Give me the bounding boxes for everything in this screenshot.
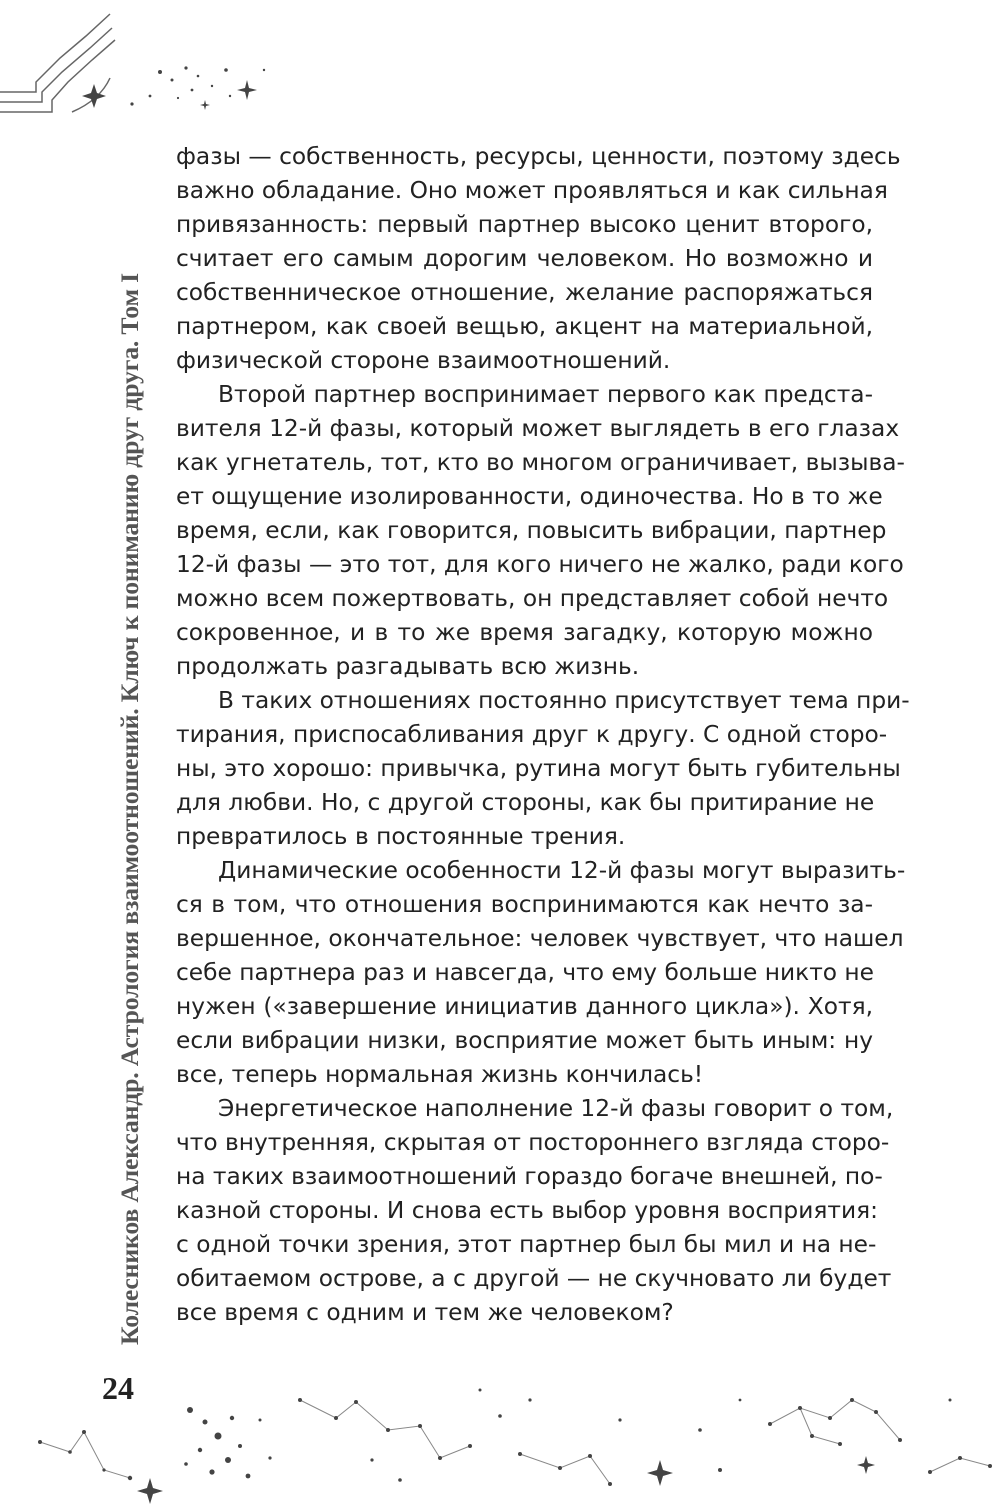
sparkle-icon: [200, 100, 210, 110]
running-head: Колесников Александр. Астрология взаимоотношений. Ключ к пониманию друг друга. Том I: [115, 273, 144, 1345]
text-line: нужен («завершение инициатив данного цикла»). Хотя,: [176, 993, 873, 1020]
constellation-ornament: [0, 1360, 1000, 1504]
text-line: ны, это хорошо: привычка, рутина могут быть губительны: [176, 755, 901, 782]
text-line: обитаемом острове, а с другой — не скучновато ли будет: [176, 1265, 892, 1292]
text-line: считает его самым дорогим человеком. Но возможно и: [176, 245, 873, 272]
text-line: собственническое отношение, желание распоряжаться: [176, 279, 873, 306]
sparkle-icon: [137, 1478, 163, 1504]
text-line: физической стороне взаимоотношений.: [176, 347, 671, 374]
text-line: что внутренняя, скрытая от постороннего взгляда сторо-: [176, 1129, 890, 1156]
sparkle-icon: [237, 80, 257, 100]
text-line: вителя 12-й фазы, который может выглядеть в его глазах: [176, 415, 900, 442]
text-line: все время с одним и тем же человеком?: [176, 1299, 674, 1326]
text-line: казной стороны. И снова есть выбор уровня восприятия:: [176, 1197, 878, 1224]
text-line: Энергетическое наполнение 12-й фазы говорит о том,: [218, 1095, 894, 1122]
text-line: можно всем пожертвовать, он представляет собой нечто: [176, 585, 889, 612]
text-line: время, если, как говорится, повысить вибрации, партнер: [176, 517, 887, 544]
page-number: 24: [102, 1370, 134, 1406]
text-line: для любви. Но, с другой стороны, как бы притирание не: [176, 789, 875, 816]
text-line: с одной точки зрения, этот партнер был бы мил и на не-: [176, 1231, 877, 1258]
text-line: тирания, приспосабливания друг к другу. С одной сторо-: [176, 721, 888, 748]
body-text: [176, 140, 910, 1330]
text-line: все, теперь нормальная жизнь кончилась!: [176, 1061, 704, 1088]
text-line: В таких отношениях постоянно присутствует тема при-: [218, 687, 910, 714]
text-line: себе партнера раз и навсегда, что ему больше никто не: [176, 959, 874, 986]
text-line: Второй партнер воспринимает первого как предста-: [218, 381, 873, 408]
text-line: если вибрации низки, восприятие может быть иным: ну: [176, 1027, 873, 1054]
text-line: вершенное, окончательное: человек чувствует, что нашел: [176, 925, 904, 952]
text-line: сокровенное, и в то же время загадку, которую можно: [176, 619, 873, 646]
text-line: привязанность: первый партнер высоко ценит второго,: [176, 211, 873, 238]
text-line: фазы — собственность, ресурсы, ценности, поэтому здесь: [176, 143, 901, 170]
text-line: на таких взаимоотношений гораздо богаче внешней, по-: [176, 1163, 883, 1190]
sparkle-icon: [857, 1456, 875, 1474]
text-line: ся в том, что отношения воспринимаются как нечто за-: [176, 891, 873, 918]
sparkle-icon: [647, 1460, 673, 1486]
text-line: партнером, как своей вещью, акцент на материальной,: [176, 313, 873, 340]
corner-ornament: [0, 0, 280, 120]
text-line: как угнетатель, тот, кто во многом ограничивает, вызыва-: [176, 449, 905, 476]
text-line: продолжать разгадывать всю жизнь.: [176, 653, 640, 680]
text-line: 12-й фазы — это тот, для кого ничего не жалко, ради кого: [176, 551, 904, 578]
text-line: превратилось в постоянные трения.: [176, 823, 626, 850]
text-line: важно обладание. Оно может проявляться и как сильная: [176, 177, 888, 204]
text-line: ет ощущение изолированности, одиночества. Но в то же: [176, 483, 883, 510]
text-line: Динамические особенности 12-й фазы могут выразить-: [218, 857, 906, 884]
